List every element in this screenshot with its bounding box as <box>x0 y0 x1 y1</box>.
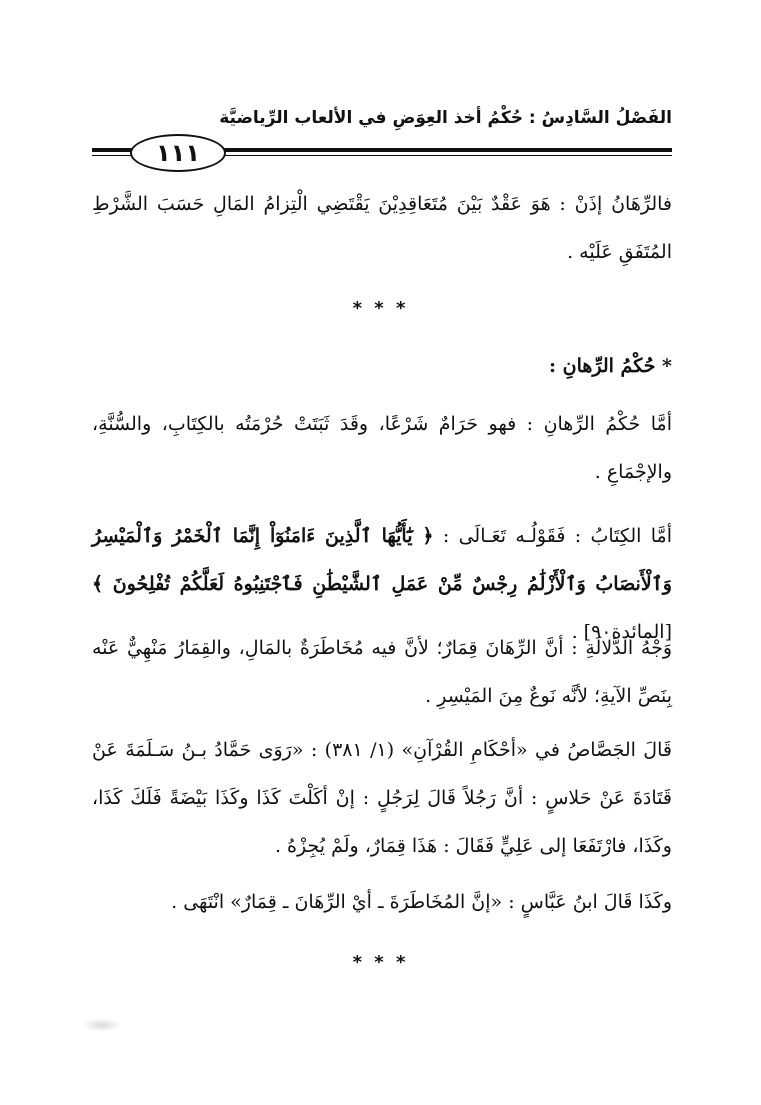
evidence-aspect-text: وَجْهُ الدَّلالَةِ : أنَّ الرِّهَانَ قِمَارٌ؛ لأنَّ فيه مُخَاطَرَةٌ بالمَالِ، والقِمَارُ مَنْهِيٌّ عَنْه بِنَصِّ الآيةِ؛ لأنَّه نَوعٌ مِنَ المَيْسِرِ . <box>92 637 672 707</box>
paragraph-ruling <box>92 400 672 496</box>
separator-stars-end: * * * <box>352 952 409 973</box>
ruling-text: أمَّا حُكْمُ الرِّهانِ : فهو حَرَامٌ شَرْعًا، وقَدَ ثَبَتَتْ حُرْمَتُه بالكِتَابِ، والسُّنَّةِ، والإجْمَاعِ . <box>92 413 672 483</box>
scan-smudge <box>82 1018 122 1032</box>
paragraph-evidence-aspect <box>92 624 672 720</box>
separator-stars: * * * <box>352 298 409 319</box>
page-number: ١١١ <box>130 134 226 172</box>
quran-verse: ﴿ يَٰٓأَيُّهَا ٱلَّذِينَ ءَامَنُوٓاْ إِنَّمَا ٱلْخَمْرُ وَٱلْمَيْسِرُ وَٱلْأَنصَابُ وَٱلْأَزْلَٰمُ رِجْسٌ مِّنْ عَمَلِ ٱلشَّيْطَٰنِ فَٱجْتَنِبُوهُ لَعَلَّكُمْ تُفْلِحُونَ ﴾ <box>92 525 672 595</box>
page-header <box>92 108 672 172</box>
paragraph-jassas-quote <box>92 726 672 870</box>
jassas-quote-text: قَالَ الجَصَّاصُ في «أحْكَامِ القُرْآنِ» (١/ ٣٨١) : «رَوَى حَمَّادُ بـنُ سَـلَمَةَ عَنْ قَتَادَةَ عَنْ حَلاسٍ : أنَّ رَجُلاً قَالَ لِرَجُلٍ : إنْ أكَلْتَ كَذَا وكَذَا بَيْضَةً فَلَكَ كَذَا، وكَذَا، فارْتَفَعَا إلى عَلِيٍّ فَقَالَ : هَذَا قِمَارٌ، ولَمْ يُجِزْهُ . <box>92 739 672 857</box>
quran-intro: أمَّا الكِتَابُ : فَقَوْلُـه تَعَـالَى : <box>433 525 672 547</box>
quran-reference: [المائدة٩٠] . <box>571 621 672 643</box>
paragraph-ibn-abbas <box>92 878 672 926</box>
running-title: الفَصْلُ السَّادِسُ : حُكْمُ أخذ العِوَضِ في الألعاب الرِّياضيَّة <box>219 108 672 128</box>
definition-text: فالرِّهَانُ إذَنْ : هَوَ عَقْدٌ بَيْنَ مُتَعَاقِدِيْنَ يَقْتَضِي الْتِزامُ المَالِ حَسَبَ الشَّرْطِ المُتَفَقِ عَلَيْه . <box>92 193 672 263</box>
section-heading: * حُكْمُ الرِّهانِ : <box>549 355 672 377</box>
section-heading-block <box>92 342 672 390</box>
ibn-abbas-text: وكَذَا قَالَ ابنُ عَبَّاسٍ : «إنَّ المُخَاطَرَةَ ـ أيْ الرِّهَانَ ـ قِمَارٌ» انْتَهَى . <box>171 891 672 913</box>
paragraph-definition <box>92 180 672 276</box>
